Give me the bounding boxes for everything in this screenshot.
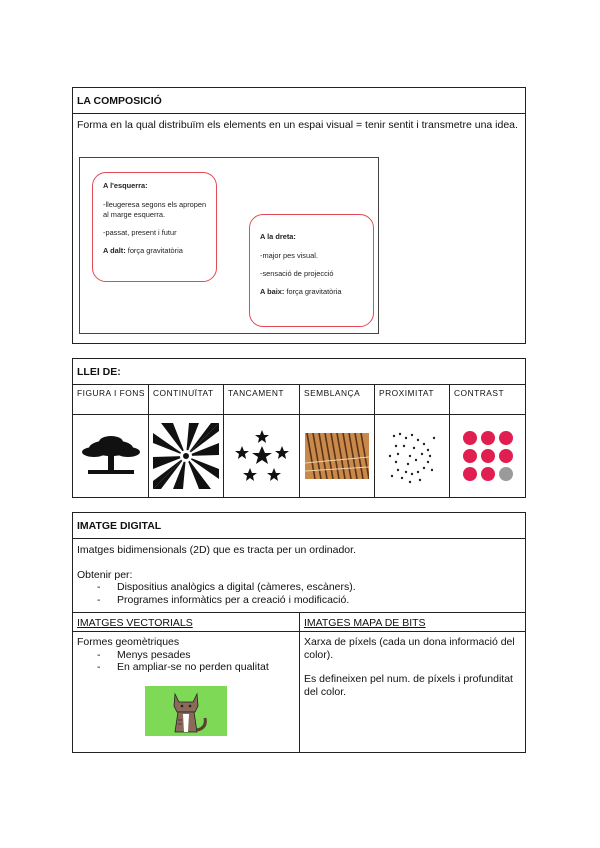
left-box-line2: -passat, present i futur	[103, 228, 177, 237]
col-label: PROXIMITAT	[375, 384, 449, 415]
llei-columns	[73, 384, 525, 497]
scattered-dots-proximity-image	[384, 426, 440, 486]
list-item: - Programes informàtics per a creació i modificació.	[97, 594, 521, 607]
col-label: FIGURA I FONS	[73, 384, 148, 415]
tree-figure-ground-icon	[80, 434, 142, 478]
right-box-emph-label: A baix:	[260, 287, 285, 296]
llei-section	[72, 358, 526, 498]
left-box-emph	[103, 246, 208, 256]
col-label: SEMBLANÇA	[300, 384, 374, 415]
left-box-emph-label: A dalt:	[103, 246, 126, 255]
star-ball-closure-icon	[234, 428, 290, 484]
col-tancament	[224, 384, 300, 497]
right-box-title: A la dreta:	[260, 232, 296, 241]
col-label: CONTRAST	[450, 384, 525, 415]
bits-column	[300, 612, 525, 752]
bits-p1: Xarxa de píxels (cada un dona informació del color).	[304, 636, 515, 661]
dot-grid-contrast-icon	[461, 429, 515, 483]
list-item: - Menys pesades	[97, 649, 295, 662]
imatge-digital-section	[72, 512, 526, 753]
bits-p2: Es defineixen pel num. de píxels i profunditat del color.	[304, 673, 513, 698]
vectorials-header: IMATGES VECTORIALS	[73, 612, 299, 632]
col-label: TANCAMENT	[224, 384, 299, 415]
composicio-title: LA COMPOSICIÓ	[73, 88, 525, 114]
col-label: CONTINUÏTAT	[149, 384, 223, 415]
left-side-box	[92, 172, 217, 282]
imatge-digital-definition: Imatges bidimensionals (2D) que es tracta per un ordinador.	[77, 544, 356, 556]
left-box-emph-text: força gravitatòria	[125, 246, 183, 255]
left-box-line1: -lleugeresa segons els apropen al marge esquerra.	[103, 200, 207, 219]
list-item: - En ampliar-se no perden qualitat	[97, 661, 295, 674]
composicio-section	[72, 87, 526, 344]
vectorials-column	[73, 612, 300, 752]
cat-vector-image	[145, 686, 227, 736]
right-box-emph	[260, 287, 365, 297]
imatge-digital-title: IMATGE DIGITAL	[73, 513, 525, 539]
llei-title: LLEI DE:	[73, 359, 525, 385]
col-continuitat	[149, 384, 224, 497]
zebra-similarity-image	[305, 433, 369, 479]
bits-header: IMATGES MAPA DE BITS	[300, 612, 525, 632]
col-contrast	[450, 384, 525, 497]
col-figura-fons	[73, 384, 149, 497]
image-types-table	[73, 612, 525, 752]
spiral-continuity-icon	[153, 423, 219, 489]
right-side-box	[249, 214, 374, 327]
list-item: - Dispositius analògics a digital (càmeres, escàners).	[97, 581, 521, 594]
right-box-line2: -sensació de projecció	[260, 269, 334, 278]
composicio-diagram	[79, 157, 379, 334]
col-semblanca	[300, 384, 375, 497]
right-box-emph-text: força gravitatòria	[284, 287, 342, 296]
composicio-definition: Forma en la qual distribuïm els elements en un espai visual = tenir sentit i transmetre una idea.	[77, 119, 518, 131]
vectorials-intro: Formes geomètriques	[77, 636, 180, 648]
obtain-list	[77, 581, 521, 606]
col-proximitat	[375, 384, 450, 497]
imatge-digital-intro	[73, 539, 525, 613]
left-box-title: A l'esquerra:	[103, 181, 148, 190]
vectorials-list	[77, 649, 295, 674]
right-box-line1: -major pes visual.	[260, 251, 318, 260]
obtain-label: Obtenir per:	[77, 568, 133, 581]
